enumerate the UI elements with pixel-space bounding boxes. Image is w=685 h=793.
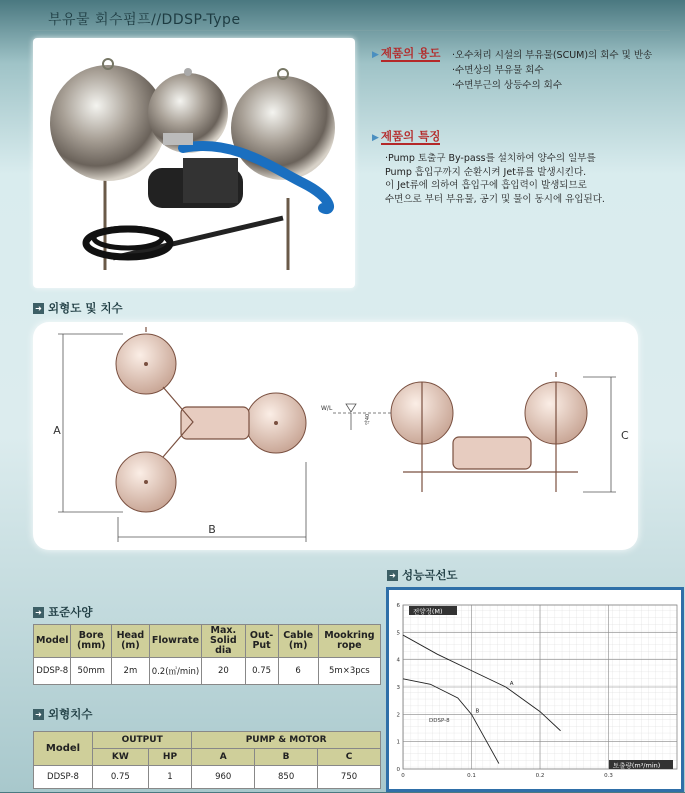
dim-header-cell: Model (34, 732, 93, 766)
page-title: 부유물 회수펌프//DDSP-Type (48, 12, 241, 28)
spec-cell: DDSP-8 (34, 658, 71, 685)
dim-header-row (34, 732, 381, 749)
dimension-drawing (33, 322, 638, 550)
arrow-icon: ➜ (33, 709, 44, 720)
performance-chart (386, 587, 684, 792)
x-tick-label: 0.1 (467, 773, 476, 779)
features-text: ·Pump 토출구 By-pass를 설치하여 양수의 일부를 Pump 흡입구까지 순환시켜 Jet류를 발생시킨다. 이 Jet류에 의하여 흡입구에 흡입력이 발생되므로 수면으로 부터 부유물, 공기 및 물이 동시에 유입된다. (385, 153, 605, 205)
spec-header-cell: Cable (m) (278, 625, 318, 658)
usage-heading: ▶ 제품의 용도 (372, 46, 441, 60)
spec-cell: 0.2(㎥/min) (149, 658, 201, 685)
dim-label-a: A (53, 424, 61, 437)
dimensions-table (33, 731, 381, 789)
outline-drawing (33, 322, 638, 550)
table-row (34, 766, 381, 789)
arrow-icon: ➜ (33, 303, 44, 314)
dim-cell: 960 (192, 766, 255, 789)
table-row (34, 658, 381, 685)
spec-cell: 50mm (71, 658, 111, 685)
spec-header-cell: Bore (mm) (71, 625, 111, 658)
spec-cell: 2m (111, 658, 149, 685)
dim-cell: 850 (255, 766, 318, 789)
depth-label: 약40 (365, 413, 371, 425)
y-tick-label: 2 (396, 712, 400, 719)
y-tick-label: 1 (396, 739, 400, 746)
spec-header-cell: Mookring rope (318, 625, 380, 658)
dim-cell: DDSP-8 (34, 766, 93, 789)
spec-cell: 20 (202, 658, 246, 685)
spec-header-cell: Out-Put (245, 625, 278, 658)
x-tick-label: 0 (401, 773, 405, 779)
dim-header-cell: KW (93, 749, 149, 766)
dim-cell: 0.75 (93, 766, 149, 789)
usage-item: ·수면부근의 상등수의 회수 (452, 80, 563, 91)
spec-header-cell: Head (m) (111, 625, 149, 658)
spec-header-cell: Flowrate (149, 625, 201, 658)
arrow-icon: ➜ (387, 570, 398, 581)
spec-heading: ➜ 표준사양 (33, 604, 92, 620)
series-label: B (475, 708, 480, 715)
series-label: A (509, 681, 514, 687)
x-tick-label: 0.3 (604, 773, 613, 779)
y-tick-label: 4 (396, 657, 400, 664)
y-axis-label: 전양정(M) (413, 607, 443, 616)
dim-header-cell: HP (148, 749, 192, 766)
model-annotation: DDSP-8 (429, 718, 450, 724)
y-tick-label: 3 (396, 685, 400, 691)
dim-label-c: C (621, 429, 629, 442)
arrow-icon: ➜ (33, 607, 44, 618)
spec-header-row (34, 625, 381, 658)
performance-chart-svg (389, 590, 681, 789)
x-tick-label: 0.2 (535, 773, 545, 779)
dimensions-heading: ➜ 외형치수 (33, 706, 92, 722)
dim-header-cell: PUMP & MOTOR (192, 732, 381, 749)
dim-cell: 750 (318, 766, 381, 789)
product-photo (33, 38, 355, 288)
y-tick-label: 6 (396, 603, 400, 609)
spec-header-cell: Max. Solid dia (202, 625, 246, 658)
y-tick-label: 0 (396, 767, 400, 773)
triangle-icon: ▶ (372, 133, 379, 143)
spec-cell: 5m×3pcs (318, 658, 380, 685)
usage-list (452, 48, 652, 93)
outline-heading: ➜ 외형도 및 치수 (33, 300, 123, 316)
triangle-icon: ▶ (372, 50, 379, 60)
dim-header-cell: C (318, 749, 381, 766)
title-divider (30, 30, 670, 31)
spec-cell: 6 (278, 658, 318, 685)
usage-item: ·수면상의 부유물 회수 (452, 65, 544, 76)
usage-item: ·오수처리 시설의 부유물(SCUM)의 회수 및 반송 (452, 50, 653, 61)
spec-header-cell: Model (34, 625, 71, 658)
dim-label-b: B (208, 523, 216, 536)
spec-table (33, 624, 381, 685)
performance-heading: ➜ 성능곡선도 (387, 567, 458, 583)
water-level-label: W/L (321, 405, 333, 412)
y-tick-label: 5 (396, 630, 400, 637)
spec-cell: 0.75 (245, 658, 278, 685)
x-axis-label: 토출량(m³/min) (613, 761, 661, 770)
dim-cell: 1 (148, 766, 192, 789)
dim-header-cell: OUTPUT (93, 732, 192, 749)
dim-header-cell: B (255, 749, 318, 766)
pump-illustration (33, 38, 355, 288)
dim-header-cell: A (192, 749, 255, 766)
features-heading: ▶ 제품의 특징 (372, 129, 441, 143)
